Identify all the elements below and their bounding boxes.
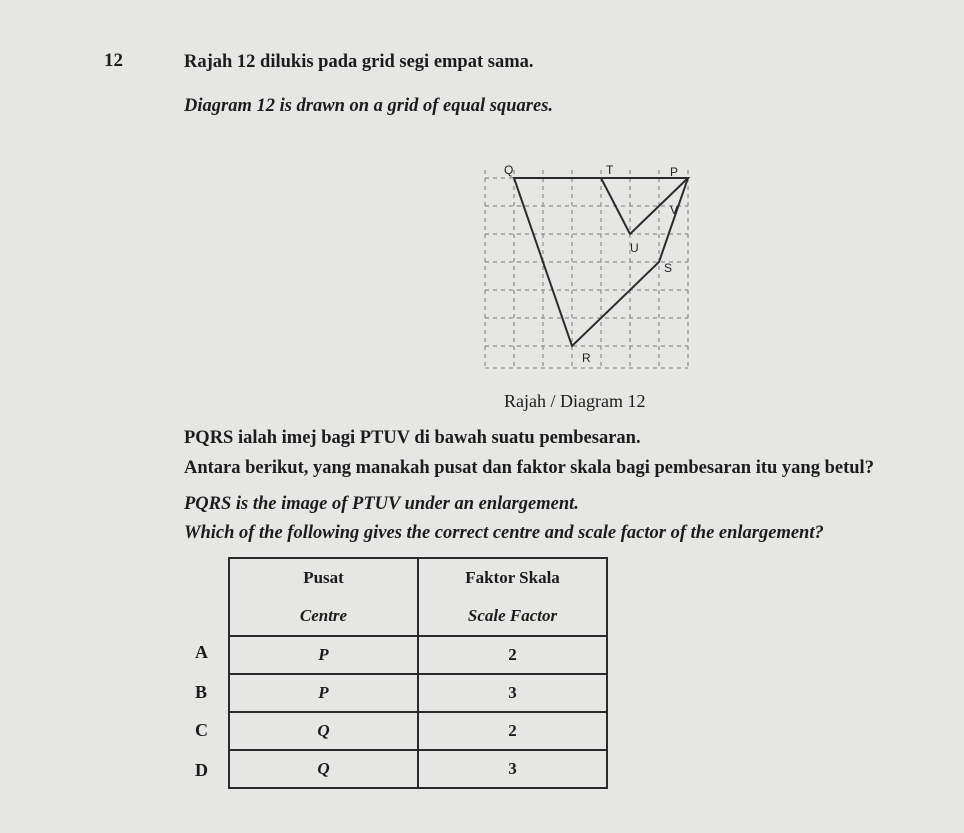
question-number: 12 xyxy=(104,50,123,71)
table-row xyxy=(229,636,607,674)
label-T: T xyxy=(606,163,614,177)
stem-malay: Rajah 12 dilukis pada grid segi empat sama. xyxy=(184,52,534,72)
table-row xyxy=(229,712,607,750)
label-P: P xyxy=(670,165,679,179)
text-malay-2: Antara berikut, yang manakah pusat dan faktor skala bagi pembesaran itu yang betul? xyxy=(184,458,874,478)
label-Q: Q xyxy=(504,163,514,177)
option-b-label[interactable]: B xyxy=(195,682,208,702)
option-b-centre: P xyxy=(229,674,418,712)
option-d-scale: 3 xyxy=(418,750,607,788)
table-row xyxy=(229,674,607,712)
option-a-centre: P xyxy=(229,636,418,674)
label-U: U xyxy=(630,241,639,255)
option-d-centre: Q xyxy=(229,750,418,788)
table-row xyxy=(229,750,607,788)
option-c-label[interactable]: C xyxy=(195,720,208,740)
option-a-label[interactable]: A xyxy=(195,642,208,662)
grid xyxy=(485,170,688,368)
label-S: S xyxy=(664,261,673,275)
header-scale-malay: Faktor Skala xyxy=(418,558,607,597)
label-R: R xyxy=(582,351,591,365)
header-scale-english: Scale Factor xyxy=(418,597,607,636)
stem-english: Diagram 12 is drawn on a grid of equal squares. xyxy=(184,96,554,116)
header-centre-english: Centre xyxy=(229,597,418,636)
option-c-scale: 2 xyxy=(418,712,607,750)
text-english-1: PQRS is the image of PTUV under an enlargement. xyxy=(184,494,579,514)
option-b-scale: 3 xyxy=(418,674,607,712)
table-header-malay xyxy=(229,558,607,597)
table-header-english xyxy=(229,597,607,636)
header-centre-malay: Pusat xyxy=(229,558,418,597)
option-d-label[interactable]: D xyxy=(195,760,208,780)
diagram-caption: Rajah / Diagram 12 xyxy=(504,391,646,411)
option-a-scale: 2 xyxy=(418,636,607,674)
diagram-12 xyxy=(470,150,700,375)
option-c-centre: Q xyxy=(229,712,418,750)
label-V: V xyxy=(670,203,679,217)
text-english-2: Which of the following gives the correct centre and scale factor of the enlargement? xyxy=(184,523,824,543)
options-table xyxy=(228,557,608,789)
text-malay-1: PQRS ialah imej bagi PTUV di bawah suatu pembesaran. xyxy=(184,428,641,448)
